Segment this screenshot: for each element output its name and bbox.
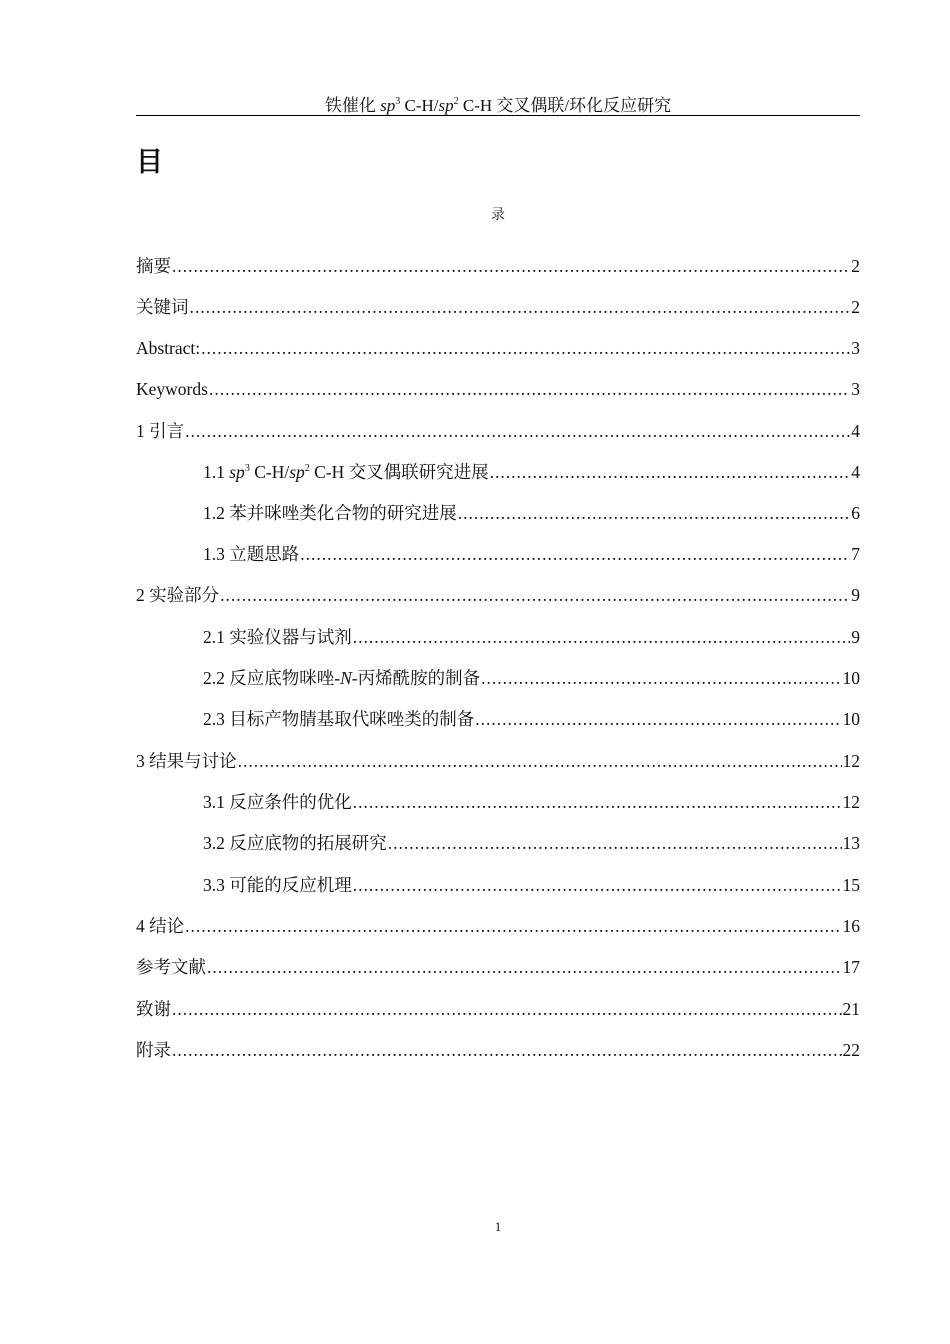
toc-dot-leader — [300, 542, 850, 566]
toc-entry-sup-b: 2 — [304, 463, 310, 474]
toc-title-sub: 录 — [491, 208, 505, 223]
toc-entry-label: 1.3 立题思路 — [203, 544, 300, 564]
toc-dot-leader — [185, 419, 850, 443]
toc-entry-page: 22 — [842, 1040, 860, 1060]
toc-entry-label: 3.3 可能的反应机理 — [203, 875, 352, 895]
toc-dot-leader — [475, 707, 841, 731]
toc-entry-ch2[interactable] — [136, 579, 860, 607]
toc-dot-leader — [238, 749, 842, 773]
toc-entry-label: 3.1 反应条件的优化 — [203, 792, 352, 812]
toc-dot-leader — [353, 873, 842, 897]
header-text-mid: C-H/ — [400, 96, 439, 115]
toc-entry-page: 2 — [851, 297, 860, 317]
toc-entry-abstract-cn[interactable] — [136, 250, 860, 278]
toc-dot-leader — [201, 336, 850, 360]
toc-entry-page: 15 — [842, 875, 860, 895]
toc-entry-ch3[interactable] — [136, 745, 860, 773]
toc-entry-page: 10 — [842, 668, 860, 688]
toc-dot-leader — [353, 625, 851, 649]
toc-dot-leader — [481, 666, 841, 690]
toc-entry-label — [203, 666, 480, 690]
toc-entry-ch1[interactable] — [136, 415, 860, 443]
toc-entry-label: 1.2 苯并咪唑类化合物的研究进展 — [203, 503, 457, 523]
toc-dot-leader — [220, 583, 850, 607]
toc-dot-leader — [190, 295, 851, 319]
toc-entry-page: 12 — [842, 792, 860, 812]
toc-entry-sp-b: sp — [289, 462, 305, 482]
header-sup-b: 2 — [453, 96, 459, 107]
toc-entry-ch3-3[interactable] — [203, 869, 860, 897]
toc-entry-label: 2.3 目标产物腈基取代咪唑类的制备 — [203, 709, 475, 729]
toc-entry-ch3-1[interactable] — [203, 786, 860, 814]
toc-entry-label: Keywords — [136, 379, 208, 399]
toc-entry-label: 关键词 — [136, 297, 189, 317]
toc-entry-page: 3 — [851, 379, 860, 399]
header-text-suffix: C-H 交叉偶联/环化反应研究 — [458, 96, 672, 115]
toc-entry-page: 6 — [851, 503, 860, 523]
toc-entry-ch3-2[interactable] — [203, 827, 860, 855]
toc-entry-page: 10 — [842, 709, 860, 729]
toc-dot-leader — [207, 955, 842, 979]
toc-entry-label: 1 引言 — [136, 421, 185, 441]
toc-entry-sp-a: sp — [229, 462, 245, 482]
header-sp-a: sp — [380, 96, 396, 115]
header-rule — [136, 115, 860, 116]
toc-entry-ch2-2[interactable] — [203, 662, 860, 690]
toc-entry-label: 附录 — [136, 1040, 171, 1060]
toc-dot-leader — [209, 377, 850, 401]
toc-entry-suffix: C-H 交叉偶联研究进展 — [309, 462, 489, 482]
toc-dot-leader — [353, 790, 842, 814]
toc-entry-label: 3 结果与讨论 — [136, 751, 237, 771]
toc-entry-sup-a: 3 — [244, 463, 250, 474]
toc-title-main: 目 — [136, 147, 163, 178]
toc-entry-label: 2.1 实验仪器与试剂 — [203, 627, 352, 647]
toc-entry-label: Abstract: — [136, 338, 201, 358]
toc-entry-page: 2 — [851, 256, 860, 276]
toc-entry-page: 7 — [851, 544, 860, 564]
toc-dot-leader — [490, 460, 851, 484]
toc-entry-references[interactable] — [136, 951, 860, 979]
toc-entry-mid: C-H/ — [249, 462, 290, 482]
toc-entry-label: 致谢 — [136, 999, 171, 1019]
toc-dot-leader — [185, 914, 841, 938]
toc-entry-page: 3 — [851, 338, 860, 358]
toc-entry-label — [203, 457, 489, 484]
toc-dot-leader — [172, 254, 850, 278]
toc-entry-ch2-3[interactable] — [203, 703, 860, 731]
header-text-prefix: 铁催化 — [324, 96, 381, 115]
toc-entry-label: 3.2 反应底物的拓展研究 — [203, 833, 387, 853]
toc-entry-label: 2 实验部分 — [136, 585, 220, 605]
toc-entry-ch1-1[interactable] — [203, 456, 860, 484]
toc-entry-page: 4 — [851, 462, 860, 482]
toc-entry-page: 13 — [842, 833, 860, 853]
toc-dot-leader — [172, 997, 842, 1021]
page-number: 1 — [494, 1219, 502, 1234]
toc-entry-label: 摘要 — [136, 256, 171, 276]
toc-entry-ch4[interactable] — [136, 910, 860, 938]
header-sup-a: 3 — [395, 96, 401, 107]
toc-entry-page: 21 — [842, 999, 860, 1019]
toc-entry-post: -丙烯酰胺的制备 — [351, 668, 481, 688]
toc-dot-leader — [172, 1038, 842, 1062]
header-sp-b: sp — [438, 96, 454, 115]
toc-entry-label: 参考文献 — [136, 957, 206, 977]
toc-entry-page: 4 — [851, 421, 860, 441]
toc-entry-page: 9 — [851, 627, 860, 647]
toc-entry-keywords-en[interactable] — [136, 373, 860, 401]
toc-dot-leader — [458, 501, 851, 525]
toc-entry-label: 4 结论 — [136, 916, 185, 936]
toc-entry-italic-n: N — [340, 668, 352, 688]
toc-entry-pre: 2.2 反应底物咪唑- — [203, 668, 341, 688]
toc-entry-abstract-en[interactable] — [136, 332, 860, 360]
toc-entry-page: 12 — [842, 751, 860, 771]
running-header — [136, 88, 860, 116]
toc-entry-keywords-cn[interactable] — [136, 291, 860, 319]
toc-entry-page: 16 — [842, 916, 860, 936]
toc-entry-ch2-1[interactable] — [203, 621, 860, 649]
toc-entry-ch1-3[interactable] — [203, 538, 860, 566]
toc-entry-ch1-2[interactable] — [203, 497, 860, 525]
toc-entry-page: 17 — [842, 957, 860, 977]
toc-entry-acknowledgements[interactable] — [136, 993, 860, 1021]
toc-entry-number: 1.1 — [203, 462, 230, 482]
toc-entry-appendix[interactable] — [136, 1034, 860, 1062]
toc-dot-leader — [388, 831, 842, 855]
toc-entry-page: 9 — [851, 585, 860, 605]
